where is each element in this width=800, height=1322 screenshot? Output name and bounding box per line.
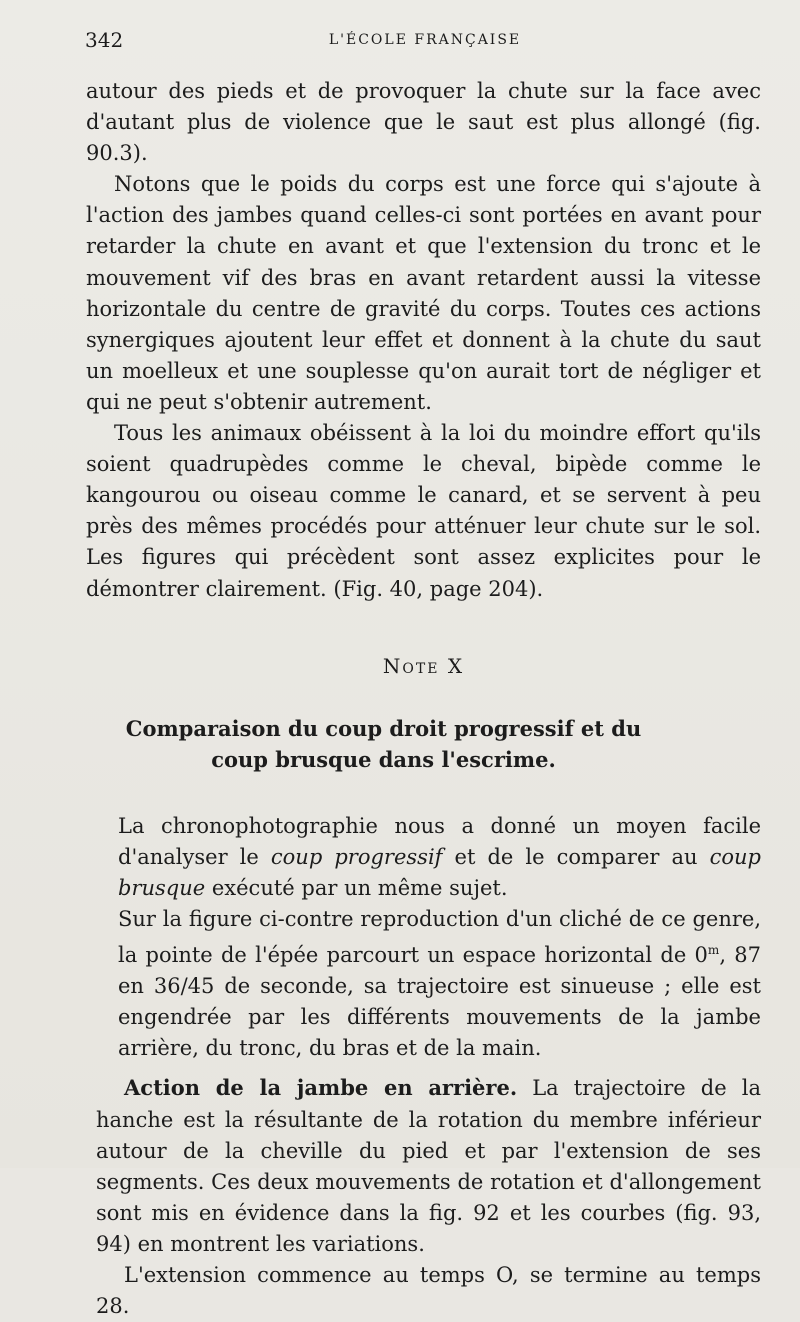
note-body xyxy=(86,811,761,1065)
p4-text-3: exécuté par un même sujet. xyxy=(205,875,508,900)
p4-text-1: La chronophotographie nous a donné un moyen facile d'analyser le xyxy=(118,813,761,869)
p5-text-1: Sur la figure ci-contre reproduction d'un cliché de ce genre, la pointe de l'épée parcourt un espace horizontal de 0 xyxy=(118,906,761,968)
paragraph-animaux: Tous les animaux obéissent à la loi du moindre effort qu'ils soient quadrupèdes comme le cheval, bipède comme le kangourou ou oiseau comme le canard, et se servent à peu près des mêmes procédés pour atténuer leur chute sur le sol. Les figures qui précèdent sont assez explicites pour le démontrer clairement. (Fig. 40, page 204). xyxy=(86,421,761,601)
runin-heading: Action de la jambe en arrière. xyxy=(124,1075,518,1101)
p5-text-2: , 87 en 36/45 de seconde, sa trajectoire est sinueuse ; elle est engendrée par les différents mouvements de la jambe arrière, du tronc, du bras et de la main. xyxy=(118,943,761,1061)
p6-text: La trajectoire de la hanche est la résultante de la rotation du membre inférieur autour de la cheville du pied et par l'extension de ses segments. Ces deux mouvements de rotation et d'allongement sont mis en évidence dans la fig. 92 et les courbes (fig. 93, 94) en montrent les variations. xyxy=(96,1076,761,1256)
paragraph-continuation: autour des pieds et de provoquer la chute sur la face avec d'autant plus de violence que le saut est plus allongé (fig. 90.3). xyxy=(86,79,761,166)
running-head: L'ÉCOLE FRANÇAISE xyxy=(328,32,522,48)
paragraph-action xyxy=(96,1072,761,1260)
action-section xyxy=(86,1072,761,1322)
p4-emphasis-progressif: coup progressif xyxy=(270,844,443,869)
p4-emphasis-brusque: coup brusque xyxy=(118,844,761,900)
section-title xyxy=(86,713,761,775)
page-number: 342 xyxy=(85,28,124,52)
p4-text-2: et de le comparer au xyxy=(442,844,710,869)
body-text xyxy=(86,76,761,1322)
paragraph-chronophotographie xyxy=(118,811,761,904)
page-header xyxy=(85,28,765,56)
paragraph-extension: L'extension commence au temps O, se termine au temps 28. xyxy=(96,1263,761,1319)
p5-superscript: m xyxy=(707,943,720,958)
section-title-line2: coup brusque dans l'escrime. xyxy=(211,746,556,772)
note-title: Note X xyxy=(382,653,465,678)
paragraph-figure xyxy=(118,904,761,1064)
paragraph-notons: Notons que le poids du corps est une force qui s'ajoute à l'action des jambes quand celles-ci sont portées en avant pour retarder la chute en avant et que l'extension du tronc et le mouvement vif des bras en avant retardent aussi la vitesse horizontale du centre de gravité du corps. Toutes ces actions synergiques ajoutent leur effet et donnent à la chute du saut un moelleux et une souplesse qu'on aurait tort de négliger et qui ne peut s'obtenir autrement. xyxy=(86,172,761,414)
section-title-line1: Comparaison du coup droit progressif et du xyxy=(125,715,642,741)
